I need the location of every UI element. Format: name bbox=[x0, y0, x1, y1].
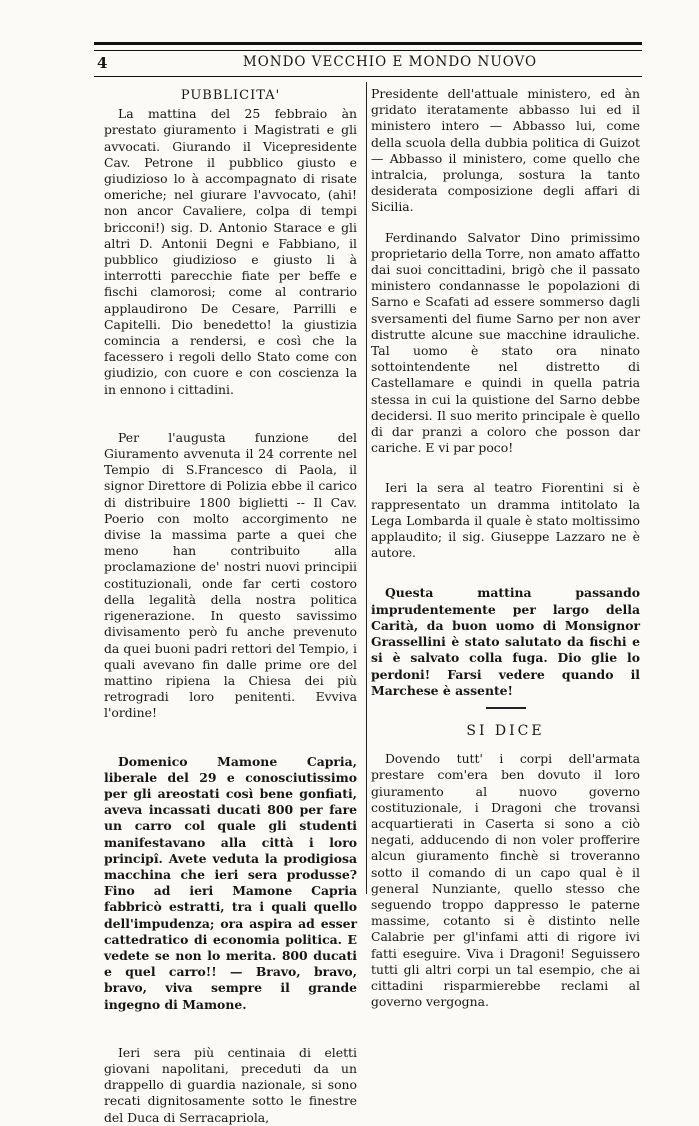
top-double-rule bbox=[94, 42, 642, 51]
header-rule bbox=[94, 76, 642, 77]
article-mamone-capria: Domenico Mamone Capria, liberale del 29 e conosciutissimo per gli areostati così bene gonfiati, aveva incassati ducati 800 per fare un carro col quale gli studenti manifestavano alla città i loro principî. Avete veduta la prodigiosa macchina che ieri sera produsse? Fino ad ieri Mamone Capria fabbricò estratti, tra i quali quello dell'impudenza; ora aspira ad esser cattedratico di economia politica. E vedete se non lo merita. 800 ducati e quel carro!! — Bravo, bravo, bravo, viva sempre il grande ingegno di Mamone. bbox=[104, 753, 357, 1012]
article-dragoni: Dovendo tutt' i corpi dell'armata prestare com'era ben dovuto il loro giuramento al nuovo governo costituzionale, i Dragoni che trovansi acquartierati in Caserta si sono a ciò negati, adducendo di non voler profferire alcun giuramento finchè si troveranno sotto il comando di un capo qual è il general Nunziante, quello stesso che seguendo troppo dappresso le paterne massime, cotanto si è distinto nelle Calabrie per gl'infami atti di rigore ivi fatti eseguire. Viva i Dragoni! Seguissero tutti gli altri corpi un tal esempio, che ai cittadini risparmierebbe reclami al governo vergogna. bbox=[371, 751, 640, 1010]
article-teatro-fiorentini: Ieri la sera al teatro Fiorentini si è rappresentato un dramma intitolato la Lega Lombarda il quale è stato moltissimo applaudito; il sig. Giuseppe Lazzaro ne è autore. bbox=[371, 480, 640, 561]
section-separator-rule bbox=[486, 707, 526, 709]
section-heading-pubblicita: PUBBLICITA' bbox=[180, 88, 281, 103]
page-number: 4 bbox=[97, 54, 108, 72]
article-eletti-giovani: Ieri sera più centinaia di eletti giovani napolitani, preceduti da un drappello di guardia nazionale, si sono recati dignitosamente sotto le finestre del Duca di Serracapriola, bbox=[104, 1044, 357, 1125]
article-presidente-ministero: Presidente dell'attuale ministero, ed àn gridato iteratamente abbasso lui ed il ministero intero — Abbasso lui, come della scuola della dubbia politica di Guizot — Abbasso il ministero, come quello che intralcia, prolunga, sostura la tanto desiderata composizione degli affari di Sicilia. bbox=[371, 86, 640, 215]
left-column bbox=[104, 86, 357, 1126]
article-funzione-giuramento: Per l'augusta funzione del Giuramento avvenuta il 24 corrente nel Tempio di S.Francesco di Paola, il signor Direttore di Polizia ebbe il carico di distribuire 1800 biglietti -- Il Cav. Poerio con molto accorgimento ne divise la massima parte a quei che meno han contribuito alla proclamazione de' nostri nuovi principii costituzionali, onde far certi costoro della legalità della nostra politica rigenerazione. In questo savissimo divisamento però fu anche prevenuto da quei buoni padri rettori del Tempio, i quali avevano fin dalle prime ore del mattino ripiena la Chiesa dei più retrogradi loro penitenti. Evviva l'ordine! bbox=[104, 429, 357, 721]
right-column bbox=[371, 86, 640, 1010]
article-grassellini: Questa mattina passando imprudentemente per largo della Carità, da buon uomo di Monsignor Grassellini è stato salutato da fischi e si è salvato colla fuga. Dio glie lo perdoni! Farsi vedere quando il Marchese è assente! bbox=[371, 585, 640, 698]
section-heading-si-dice: SI DICE bbox=[466, 722, 545, 739]
running-title: MONDO VECCHIO E MONDO NUOVO bbox=[242, 54, 538, 70]
article-salvator-dino: Ferdinando Salvator Dino primissimo proprietario della Torre, non amato affatto dai suoi concittadini, brigò che il passato ministero condannasse le popolazioni di Sarno e Scafati ad essere sommerso dagli sversamenti del fiume Sarno per non aver distrutte alcune sue macchine idrauliche. Tal uomo è stato ora ninato sottointendente nel distretto di Castellamare e quindi in quella patria stessa in cui la quistione del Sarno debbe decidersi. Il suo merito principale è quello di dar pranzi a coloro che posson dar cariche. E vi par poco! bbox=[371, 229, 640, 456]
article-giuramento-magistrati: La mattina del 25 febbraio àn prestato giuramento i Magistrati e gli avvocati. Giurando il Vicepresidente Cav. Petrone il pubblico giusto e giudizioso lo à accompagnato di risate omeriche; nel giurare l'avvocato, (ahi! non ancor Cavaliere, colpa di tempi bricconi!) sig. D. Antonio Starace e gli altri D. Antonii Degni e Fabbiano, il pubblico giudizioso e giusto li à interrotti parecchie fiate per beffe e fischi clamorosi; come al contrario applaudirono De Cesare, Parrilli e Capitelli. Dio benedetto! la giustizia comincia a rendersi, e così che la facessero i regoli dello Stato come con giudizio, con cuore e con coscienza la in ennono i cittadini. bbox=[104, 106, 357, 397]
column-divider bbox=[366, 82, 367, 894]
